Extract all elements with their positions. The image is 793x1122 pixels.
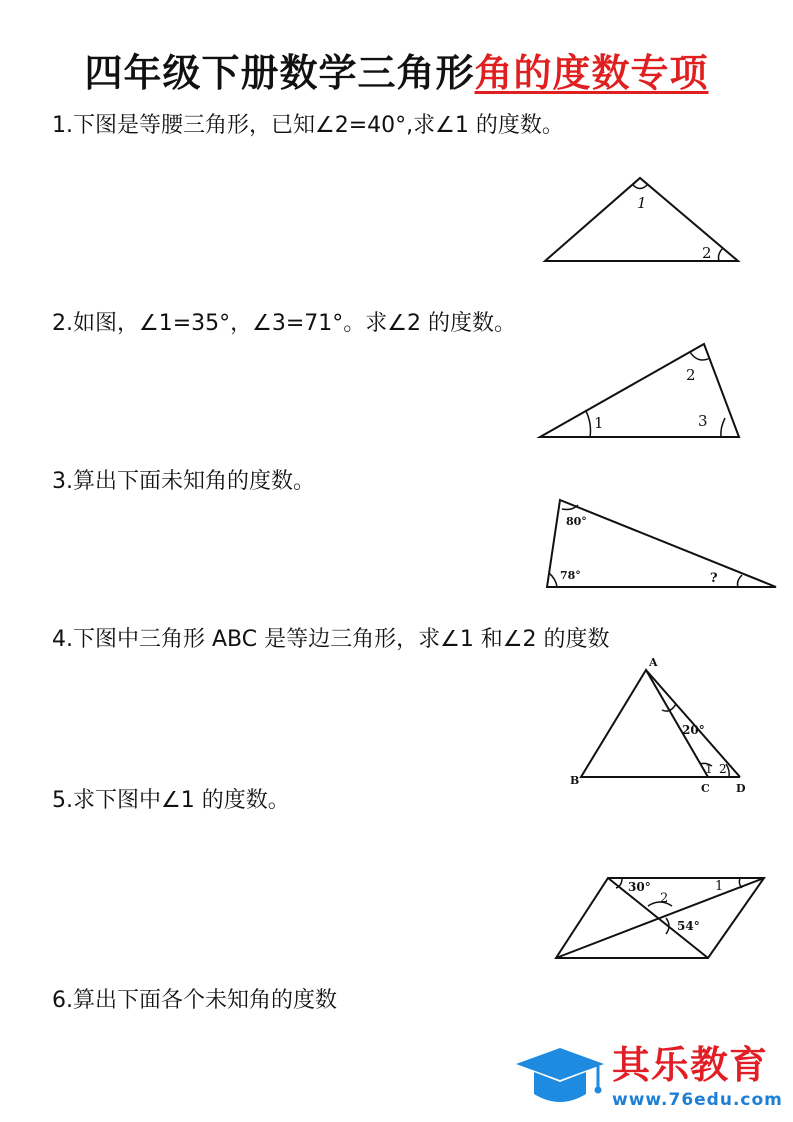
figure-triangle-three-angles [536,338,746,443]
angle-label-2: 2 [719,762,727,776]
graduation-cap-icon [512,1044,608,1112]
figure-isosceles-triangle [540,172,745,267]
angle-label-2: 2 [686,366,696,384]
angle-label-78: 78° [560,569,581,582]
angle-label-1: 1 [594,414,604,432]
angle-label-20: 20° [682,723,705,737]
figure-triangle-unknown-angle [542,495,782,595]
angle-label-54: 54° [677,919,700,933]
figure-equilateral-triangle-abc [566,652,756,797]
angle-label-2: 2 [702,244,712,262]
question-1-text: 1.下图是等腰三角形，已知∠2=40°,求∠1 的度数。 [52,113,564,138]
question-4-text: 4.下图中三角形 ABC 是等边三角形，求∠1 和∠2 的度数 [52,627,610,652]
question-3-text: 3.算出下面未知角的度数。 [52,469,315,494]
title-main: 四年级下册数学三角形 [84,51,475,95]
question-6-text: 6.算出下面各个未知角的度数 [52,988,337,1013]
vertex-label-a: A [649,656,658,669]
question-2-text: 2.如图，∠1=35°，∠3=71°。求∠2 的度数。 [52,311,516,336]
angle-label-unknown: ? [710,571,718,586]
angle-label-3: 3 [698,412,708,430]
vertex-label-d: D [736,782,746,795]
angle-label-1: 1 [715,879,724,894]
angle-label-1: 1 [705,762,713,776]
angle-label-80: 80° [566,515,587,528]
brand-name: 其乐教育 [612,1043,769,1087]
angle-label-30: 30° [628,880,651,894]
page-title [0,48,793,98]
title-highlight: 角的度数专项 [474,51,709,95]
angle-label-1: 1 [637,194,647,212]
vertex-label-c: C [701,782,710,795]
angle-label-2: 2 [660,891,669,906]
question-5-text: 5.求下图中∠1 的度数。 [52,788,290,813]
vertex-label-b: B [570,774,580,787]
figure-parallelogram-diagonals [552,872,768,964]
brand-url: www.76edu.com [612,1090,783,1110]
